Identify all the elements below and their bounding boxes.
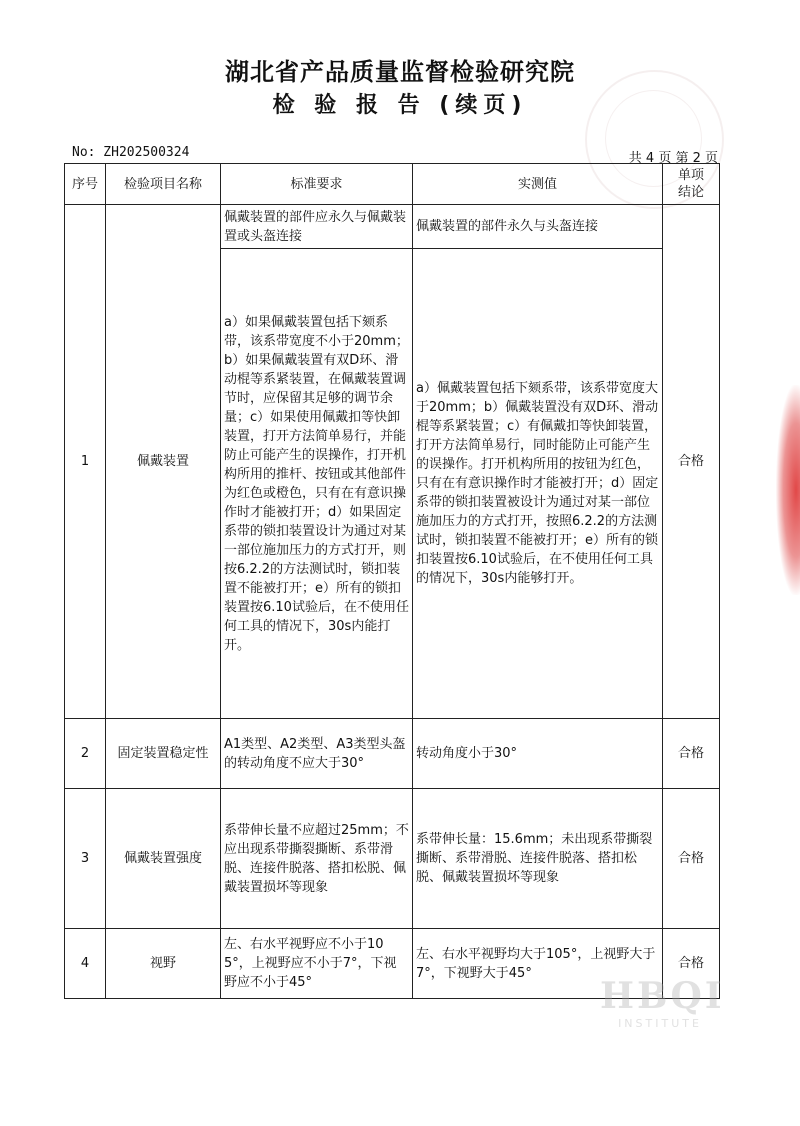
table-header-row [65, 164, 720, 205]
row-num: 1 [65, 205, 106, 719]
row-requirement: a）如果佩戴装置包括下颏系带，该系带宽度不小于20mm；b）如果佩戴装置有双D环、滑动棍等系紧装置，在佩戴装置调节时，应保留其足够的调节余量；c）如果使用佩戴扣等快卸装置，打开方法简单易行，并能防止可能产生的误操作，打开机构所用的推杆、按钮或其他部件为红色或橙色，只有在有意识操作时才能被打开；d）如果固定系带的锁扣装置设计为通过对某一部位施加压力的方式打开，则按6.2.2的方法测试时，锁扣装置不能被打开；e）所有的锁扣装置按6.10试验后，在不使用任何工具的情况下，30s内能打开。 [221, 249, 413, 719]
watermark-subtext: INSTITUTE [618, 1017, 702, 1030]
row-measured: 系带伸长量：15.6mm；未出现系带撕裂撕断、系带滑脱、连接件脱落、搭扣松脱、佩戴装置损坏等现象 [413, 789, 663, 929]
row-item-name: 固定装置稳定性 [106, 719, 221, 789]
col-header-item: 检验项目名称 [106, 164, 221, 205]
row-measured: 转动角度小于30° [413, 719, 663, 789]
row-requirement: 系带伸长量不应超过25mm；不应出现系带撕裂撕断、系带滑脱、连接件脱落、搭扣松脱、佩戴装置损坏等现象 [221, 789, 413, 929]
col-header-requirement: 标准要求 [221, 164, 413, 205]
document-title: 检 验 报 告 (续页) [272, 93, 528, 118]
row-item-name: 佩戴装置强度 [106, 789, 221, 929]
institute-title: 湖北省产品质量监督检验研究院 [225, 58, 575, 86]
row-result: 合格 [663, 929, 720, 999]
col-header-measured: 实测值 [413, 164, 663, 205]
col-header-result [663, 164, 720, 205]
row-measured: a）佩戴装置包括下颏系带，该系带宽度大于20mm；b）佩戴装置没有双D环、滑动棍等系紧装置；c）有佩戴扣等快卸装置，打开方法简单易行，同时能防止可能产生的误操作。打开机构所用的按钮为红色，只有在有意识操作时才能被打开；d）固定系带的锁扣装置被设计为通过对某一部位施加压力的方式打开，按照6.2.2的方法测试时，锁扣装置不能被打开；e）所有的锁扣装置按6.10试验后，在不使用任何工具的情况下，30s内能够打开。 [413, 249, 663, 719]
institute-watermark [600, 975, 725, 1065]
row-requirement: 佩戴装置的部件应永久与佩戴装置或头盔连接 [221, 205, 413, 249]
row-measured: 左、右水平视野均大于105°，上视野大于7°，下视野大于45° [413, 929, 663, 999]
row-num: 2 [65, 719, 106, 789]
row-measured: 佩戴装置的部件永久与头盔连接 [413, 205, 663, 249]
watermark-text: HBQI [600, 975, 725, 1017]
inspection-table [64, 163, 720, 999]
table-row [65, 789, 720, 929]
row-requirement: 左、右水平视野应不小于105°，上视野应不小于7°，下视野应不小于45° [221, 929, 413, 999]
page-info: 共 4 页 第 2 页 [628, 151, 718, 166]
row-result: 合格 [663, 205, 720, 719]
row-num: 4 [65, 929, 106, 999]
red-seal-stamp-edge [776, 385, 800, 595]
row-item-name: 视野 [106, 929, 221, 999]
col-header-num: 序号 [65, 164, 106, 205]
col-header-result-text: 单项 结论 [677, 168, 704, 200]
table-row [65, 719, 720, 789]
table-row [65, 205, 720, 249]
row-item-name: 佩戴装置 [106, 205, 221, 719]
report-number: No: ZH202500324 [72, 145, 190, 160]
row-requirement: A1类型、A2类型、A3类型头盔的转动角度不应大于30° [221, 719, 413, 789]
row-num: 3 [65, 789, 106, 929]
row-result: 合格 [663, 719, 720, 789]
row-result: 合格 [663, 789, 720, 929]
